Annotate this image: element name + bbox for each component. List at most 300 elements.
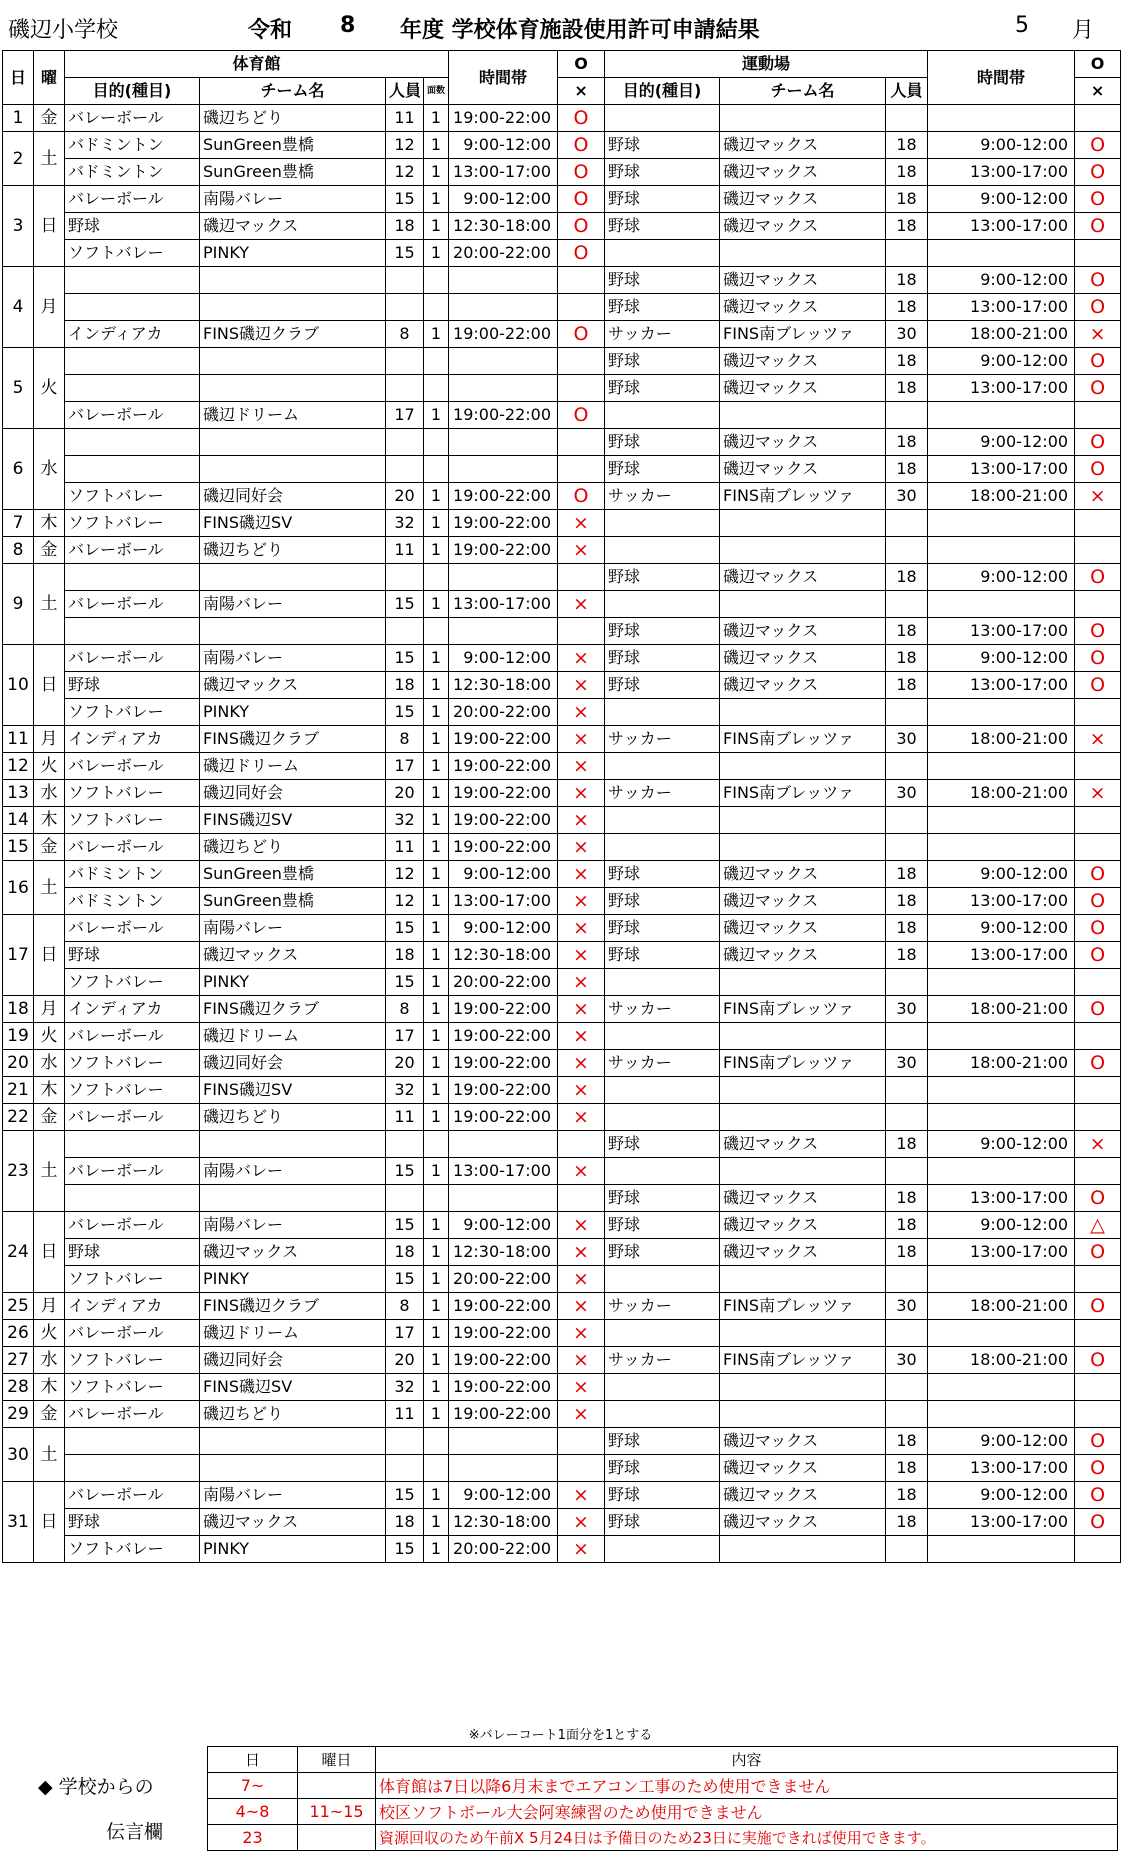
- gym-result-mark: ×: [558, 699, 605, 726]
- field-team: FINS南ブレッツァ: [720, 726, 886, 753]
- field-purpose: 野球: [605, 1239, 720, 1266]
- gym-team: FINS磯辺クラブ: [200, 321, 386, 348]
- gym-people: 15: [386, 645, 424, 672]
- weekday-cell: 木: [34, 1374, 65, 1401]
- gym-purpose: バレーボール: [65, 105, 200, 132]
- field-team: 磯辺マックス: [720, 159, 886, 186]
- gym-result-mark: ×: [558, 1347, 605, 1374]
- field-time: [928, 1023, 1075, 1050]
- field-people: [886, 1374, 928, 1401]
- day-cell: 18: [3, 996, 34, 1023]
- gym-purpose: [65, 429, 200, 456]
- field-result-mark: ×: [1075, 726, 1121, 753]
- field-result-mark: O: [1075, 375, 1121, 402]
- gym-team: PINKY: [200, 969, 386, 996]
- weekday-cell: 木: [34, 807, 65, 834]
- gym-time: [449, 456, 558, 483]
- gym-purpose: バレーボール: [65, 834, 200, 861]
- gym-people: [386, 1131, 424, 1158]
- field-team: [720, 105, 886, 132]
- field-result-mark: O: [1075, 456, 1121, 483]
- gym-purpose: [65, 564, 200, 591]
- field-people: [886, 1023, 928, 1050]
- weekday-cell: 金: [34, 537, 65, 564]
- field-team: FINS南ブレッツァ: [720, 780, 886, 807]
- gym-courts: 1: [424, 1023, 449, 1050]
- gym-team: FINS磯辺SV: [200, 510, 386, 537]
- gym-team: 磯辺マックス: [200, 1509, 386, 1536]
- field-team: 磯辺マックス: [720, 1239, 886, 1266]
- gym-result-mark: ×: [558, 888, 605, 915]
- gym-courts: 1: [424, 483, 449, 510]
- header-row-1: [3, 51, 1121, 78]
- gym-courts: 1: [424, 753, 449, 780]
- field-purpose: サッカー: [605, 726, 720, 753]
- gym-time: [449, 564, 558, 591]
- gym-result-mark: O: [558, 483, 605, 510]
- field-people: [886, 1536, 928, 1563]
- day-cell: 17: [3, 915, 34, 996]
- gym-time: [449, 267, 558, 294]
- field-result-mark: O: [1075, 1347, 1121, 1374]
- gym-people: 11: [386, 1104, 424, 1131]
- table-row: [3, 1212, 1121, 1239]
- message-row: [208, 1773, 1118, 1799]
- weekday-cell: 日: [34, 915, 65, 996]
- gym-result-mark: ×: [558, 1158, 605, 1185]
- gym-result-mark: ×: [558, 1401, 605, 1428]
- field-result-mark: O: [1075, 294, 1121, 321]
- gym-purpose: [65, 267, 200, 294]
- col-header-gym-team: チーム名: [200, 78, 386, 105]
- field-team: FINS南ブレッツァ: [720, 996, 886, 1023]
- field-result-mark: O: [1075, 564, 1121, 591]
- table-row: [3, 1374, 1121, 1401]
- gym-result-mark: [558, 375, 605, 402]
- gym-courts: 1: [424, 240, 449, 267]
- table-row: [3, 1482, 1121, 1509]
- gym-people: 15: [386, 699, 424, 726]
- message-day: 23: [208, 1825, 298, 1851]
- gym-result-mark: ×: [558, 915, 605, 942]
- gym-team: [200, 375, 386, 402]
- field-time: [928, 753, 1075, 780]
- gym-time: [449, 1185, 558, 1212]
- weekday-cell: 土: [34, 132, 65, 186]
- weekday-cell: 月: [34, 267, 65, 348]
- field-team: 磯辺マックス: [720, 942, 886, 969]
- field-time: 13:00-17:00: [928, 1185, 1075, 1212]
- gym-result-mark: ×: [558, 1482, 605, 1509]
- table-row: [3, 1455, 1121, 1482]
- gym-result-mark: ×: [558, 1239, 605, 1266]
- gym-people: 15: [386, 1266, 424, 1293]
- table-row: [3, 348, 1121, 375]
- gym-courts: 1: [424, 537, 449, 564]
- field-time: [928, 105, 1075, 132]
- gym-time: [449, 618, 558, 645]
- field-purpose: 野球: [605, 942, 720, 969]
- field-team: 磯辺マックス: [720, 1428, 886, 1455]
- gym-result-mark: ×: [558, 1374, 605, 1401]
- field-team: [720, 591, 886, 618]
- day-cell: 22: [3, 1104, 34, 1131]
- gym-team: 南陽バレー: [200, 591, 386, 618]
- field-purpose: 野球: [605, 618, 720, 645]
- field-team: FINS南ブレッツァ: [720, 1050, 886, 1077]
- field-purpose: 野球: [605, 1455, 720, 1482]
- table-row: [3, 834, 1121, 861]
- table-row: [3, 1293, 1121, 1320]
- field-people: [886, 510, 928, 537]
- field-time: 9:00-12:00: [928, 1482, 1075, 1509]
- table-row: [3, 537, 1121, 564]
- col-header-field-mark-x: ×: [1075, 78, 1121, 105]
- field-result-mark: [1075, 834, 1121, 861]
- gym-result-mark: ×: [558, 969, 605, 996]
- field-team: 磯辺マックス: [720, 294, 886, 321]
- gym-result-mark: ×: [558, 591, 605, 618]
- message-board-label-2: 伝言欄: [106, 1821, 164, 1843]
- gym-team: FINS磯辺クラブ: [200, 1293, 386, 1320]
- gym-team: 磯辺同好会: [200, 780, 386, 807]
- gym-time: 19:00-22:00: [449, 807, 558, 834]
- gym-time: 19:00-22:00: [449, 1374, 558, 1401]
- day-cell: 2: [3, 132, 34, 186]
- field-purpose: 野球: [605, 213, 720, 240]
- gym-time: 19:00-22:00: [449, 780, 558, 807]
- gym-result-mark: [558, 1185, 605, 1212]
- day-cell: 29: [3, 1401, 34, 1428]
- field-time: [928, 402, 1075, 429]
- gym-time: 19:00-22:00: [449, 834, 558, 861]
- field-people: 18: [886, 1212, 928, 1239]
- gym-purpose: 野球: [65, 942, 200, 969]
- field-team: 磯辺マックス: [720, 888, 886, 915]
- gym-time: 19:00-22:00: [449, 1023, 558, 1050]
- gym-people: [386, 1428, 424, 1455]
- gym-people: [386, 564, 424, 591]
- field-result-mark: [1075, 402, 1121, 429]
- field-purpose: [605, 240, 720, 267]
- table-row: [3, 888, 1121, 915]
- gym-courts: [424, 375, 449, 402]
- field-time: 9:00-12:00: [928, 645, 1075, 672]
- table-row: [3, 402, 1121, 429]
- gym-team: [200, 456, 386, 483]
- field-result-mark: [1075, 807, 1121, 834]
- gym-team: 磯辺同好会: [200, 483, 386, 510]
- table-note: ※バレーコート1面分を1とする: [468, 1728, 653, 1743]
- field-people: [886, 1158, 928, 1185]
- field-team: [720, 510, 886, 537]
- field-purpose: 野球: [605, 294, 720, 321]
- gym-purpose: バドミントン: [65, 861, 200, 888]
- field-people: 18: [886, 645, 928, 672]
- field-people: 18: [886, 429, 928, 456]
- gym-time: 19:00-22:00: [449, 402, 558, 429]
- field-people: [886, 753, 928, 780]
- field-time: 9:00-12:00: [928, 1131, 1075, 1158]
- weekday-cell: 月: [34, 1293, 65, 1320]
- gym-result-mark: ×: [558, 1212, 605, 1239]
- table-row: [3, 645, 1121, 672]
- gym-courts: 1: [424, 1509, 449, 1536]
- field-time: [928, 834, 1075, 861]
- gym-team: [200, 348, 386, 375]
- gym-result-mark: ×: [558, 726, 605, 753]
- gym-purpose: [65, 456, 200, 483]
- gym-time: 20:00-22:00: [449, 969, 558, 996]
- gym-result-mark: [558, 294, 605, 321]
- field-team: [720, 1320, 886, 1347]
- field-time: 9:00-12:00: [928, 186, 1075, 213]
- field-people: 18: [886, 1455, 928, 1482]
- field-people: 18: [886, 1428, 928, 1455]
- table-row: [3, 618, 1121, 645]
- field-time: 18:00-21:00: [928, 1293, 1075, 1320]
- field-purpose: 野球: [605, 186, 720, 213]
- field-result-mark: O: [1075, 1428, 1121, 1455]
- gym-team: SunGreen豊橋: [200, 132, 386, 159]
- field-people: 18: [886, 1509, 928, 1536]
- gym-courts: 1: [424, 1347, 449, 1374]
- gym-people: [386, 348, 424, 375]
- field-team: [720, 1374, 886, 1401]
- weekday-cell: 金: [34, 105, 65, 132]
- field-time: 18:00-21:00: [928, 321, 1075, 348]
- gym-result-mark: [558, 1428, 605, 1455]
- gym-team: 磯辺ちどり: [200, 537, 386, 564]
- field-people: 18: [886, 1131, 928, 1158]
- field-result-mark: ×: [1075, 483, 1121, 510]
- field-time: 9:00-12:00: [928, 132, 1075, 159]
- table-row: [3, 1347, 1121, 1374]
- gym-purpose: バレーボール: [65, 1023, 200, 1050]
- gym-people: 20: [386, 483, 424, 510]
- field-purpose: [605, 807, 720, 834]
- gym-purpose: ソフトバレー: [65, 510, 200, 537]
- gym-time: 19:00-22:00: [449, 537, 558, 564]
- day-cell: 28: [3, 1374, 34, 1401]
- field-purpose: [605, 1536, 720, 1563]
- gym-courts: 1: [424, 591, 449, 618]
- field-purpose: [605, 1158, 720, 1185]
- gym-purpose: バレーボール: [65, 186, 200, 213]
- gym-courts: 1: [424, 807, 449, 834]
- gym-time: 9:00-12:00: [449, 915, 558, 942]
- day-cell: 19: [3, 1023, 34, 1050]
- field-result-mark: △: [1075, 1212, 1121, 1239]
- gym-courts: 1: [424, 1536, 449, 1563]
- gym-team: PINKY: [200, 1536, 386, 1563]
- table-row: [3, 1023, 1121, 1050]
- field-people: 18: [886, 159, 928, 186]
- gym-courts: [424, 1131, 449, 1158]
- field-time: 13:00-17:00: [928, 1239, 1075, 1266]
- field-result-mark: O: [1075, 1050, 1121, 1077]
- gym-people: 17: [386, 402, 424, 429]
- gym-result-mark: ×: [558, 1104, 605, 1131]
- gym-time: 12:30-18:00: [449, 942, 558, 969]
- field-purpose: [605, 510, 720, 537]
- field-purpose: [605, 1266, 720, 1293]
- gym-courts: 1: [424, 1266, 449, 1293]
- gym-result-mark: ×: [558, 1536, 605, 1563]
- col-header-field-mark-o: O: [1075, 51, 1121, 78]
- weekday-cell: 土: [34, 861, 65, 915]
- field-time: 9:00-12:00: [928, 1428, 1075, 1455]
- table-row: [3, 267, 1121, 294]
- gym-people: 8: [386, 1293, 424, 1320]
- field-people: 18: [886, 888, 928, 915]
- field-time: [928, 807, 1075, 834]
- field-team: [720, 807, 886, 834]
- field-purpose: 野球: [605, 672, 720, 699]
- gym-people: 20: [386, 1347, 424, 1374]
- col-header-field: 運動場: [605, 51, 928, 78]
- field-people: 30: [886, 780, 928, 807]
- field-people: 30: [886, 726, 928, 753]
- field-purpose: [605, 1104, 720, 1131]
- field-purpose: 野球: [605, 429, 720, 456]
- gym-time: [449, 429, 558, 456]
- field-result-mark: [1075, 1374, 1121, 1401]
- field-team: 磯辺マックス: [720, 1482, 886, 1509]
- month-label: 月: [1072, 18, 1095, 43]
- field-purpose: [605, 1077, 720, 1104]
- field-time: [928, 591, 1075, 618]
- field-people: [886, 969, 928, 996]
- fiscal-year: 8: [340, 13, 356, 38]
- gym-courts: 1: [424, 942, 449, 969]
- gym-team: 磯辺マックス: [200, 1239, 386, 1266]
- gym-people: 11: [386, 105, 424, 132]
- gym-purpose: ソフトバレー: [65, 1536, 200, 1563]
- table-row: [3, 510, 1121, 537]
- gym-people: 11: [386, 834, 424, 861]
- field-purpose: 野球: [605, 348, 720, 375]
- gym-people: [386, 294, 424, 321]
- field-purpose: 野球: [605, 1131, 720, 1158]
- field-purpose: 野球: [605, 1509, 720, 1536]
- gym-purpose: バレーボール: [65, 591, 200, 618]
- gym-people: 12: [386, 888, 424, 915]
- gym-purpose: ソフトバレー: [65, 969, 200, 996]
- field-purpose: 野球: [605, 267, 720, 294]
- gym-purpose: バレーボール: [65, 645, 200, 672]
- weekday-cell: 金: [34, 834, 65, 861]
- gym-courts: 1: [424, 1077, 449, 1104]
- field-time: 18:00-21:00: [928, 1050, 1075, 1077]
- day-cell: 23: [3, 1131, 34, 1212]
- field-team: FINS南ブレッツァ: [720, 321, 886, 348]
- field-result-mark: O: [1075, 1239, 1121, 1266]
- gym-courts: 1: [424, 1320, 449, 1347]
- weekday-cell: 水: [34, 1347, 65, 1374]
- gym-time: 13:00-17:00: [449, 888, 558, 915]
- gym-purpose: インディアカ: [65, 1293, 200, 1320]
- gym-time: 19:00-22:00: [449, 483, 558, 510]
- weekday-cell: 日: [34, 186, 65, 267]
- weekday-cell: 水: [34, 1050, 65, 1077]
- field-result-mark: [1075, 1104, 1121, 1131]
- gym-purpose: バレーボール: [65, 1482, 200, 1509]
- field-purpose: 野球: [605, 456, 720, 483]
- gym-people: 20: [386, 1050, 424, 1077]
- gym-courts: 1: [424, 1212, 449, 1239]
- gym-team: [200, 1185, 386, 1212]
- gym-people: 15: [386, 1158, 424, 1185]
- field-team: [720, 1077, 886, 1104]
- gym-courts: 1: [424, 1482, 449, 1509]
- gym-purpose: [65, 618, 200, 645]
- table-row: [3, 1320, 1121, 1347]
- field-time: 13:00-17:00: [928, 672, 1075, 699]
- gym-courts: 1: [424, 645, 449, 672]
- gym-time: 19:00-22:00: [449, 996, 558, 1023]
- gym-time: 12:30-18:00: [449, 1509, 558, 1536]
- field-purpose: [605, 969, 720, 996]
- table-row: [3, 240, 1121, 267]
- gym-team: 磯辺ドリーム: [200, 1023, 386, 1050]
- field-result-mark: [1075, 240, 1121, 267]
- field-result-mark: ×: [1075, 321, 1121, 348]
- table-row: [3, 186, 1121, 213]
- gym-result-mark: ×: [558, 510, 605, 537]
- field-time: 13:00-17:00: [928, 888, 1075, 915]
- gym-purpose: インディアカ: [65, 321, 200, 348]
- day-cell: 26: [3, 1320, 34, 1347]
- field-people: 18: [886, 348, 928, 375]
- gym-team: FINS磯辺SV: [200, 807, 386, 834]
- field-purpose: 野球: [605, 564, 720, 591]
- gym-team: 磯辺マックス: [200, 213, 386, 240]
- gym-result-mark: [558, 456, 605, 483]
- gym-team: PINKY: [200, 699, 386, 726]
- field-time: 18:00-21:00: [928, 996, 1075, 1023]
- gym-team: SunGreen豊橋: [200, 888, 386, 915]
- col-header-gym-people: 人員: [386, 78, 424, 105]
- gym-time: 9:00-12:00: [449, 1212, 558, 1239]
- gym-courts: [424, 1428, 449, 1455]
- gym-time: [449, 348, 558, 375]
- gym-result-mark: ×: [558, 1320, 605, 1347]
- gym-courts: 1: [424, 888, 449, 915]
- gym-result-mark: ×: [558, 1077, 605, 1104]
- col-header-gym-mark-x: ×: [558, 78, 605, 105]
- gym-purpose: 野球: [65, 213, 200, 240]
- day-cell: 1: [3, 105, 34, 132]
- message-day: 7~: [208, 1773, 298, 1799]
- field-team: 磯辺マックス: [720, 375, 886, 402]
- field-purpose: 野球: [605, 159, 720, 186]
- col-header-day: 日: [3, 51, 34, 105]
- table-row: [3, 753, 1121, 780]
- field-purpose: [605, 753, 720, 780]
- field-team: 磯辺マックス: [720, 213, 886, 240]
- weekday-cell: 金: [34, 1401, 65, 1428]
- gym-purpose: バレーボール: [65, 1401, 200, 1428]
- gym-team: PINKY: [200, 1266, 386, 1293]
- table-row: [3, 1077, 1121, 1104]
- table-row: [3, 780, 1121, 807]
- gym-time: 20:00-22:00: [449, 1536, 558, 1563]
- gym-result-mark: ×: [558, 672, 605, 699]
- gym-team: FINS磯辺SV: [200, 1077, 386, 1104]
- weekday-cell: 日: [34, 1482, 65, 1563]
- weekday-cell: 日: [34, 1212, 65, 1293]
